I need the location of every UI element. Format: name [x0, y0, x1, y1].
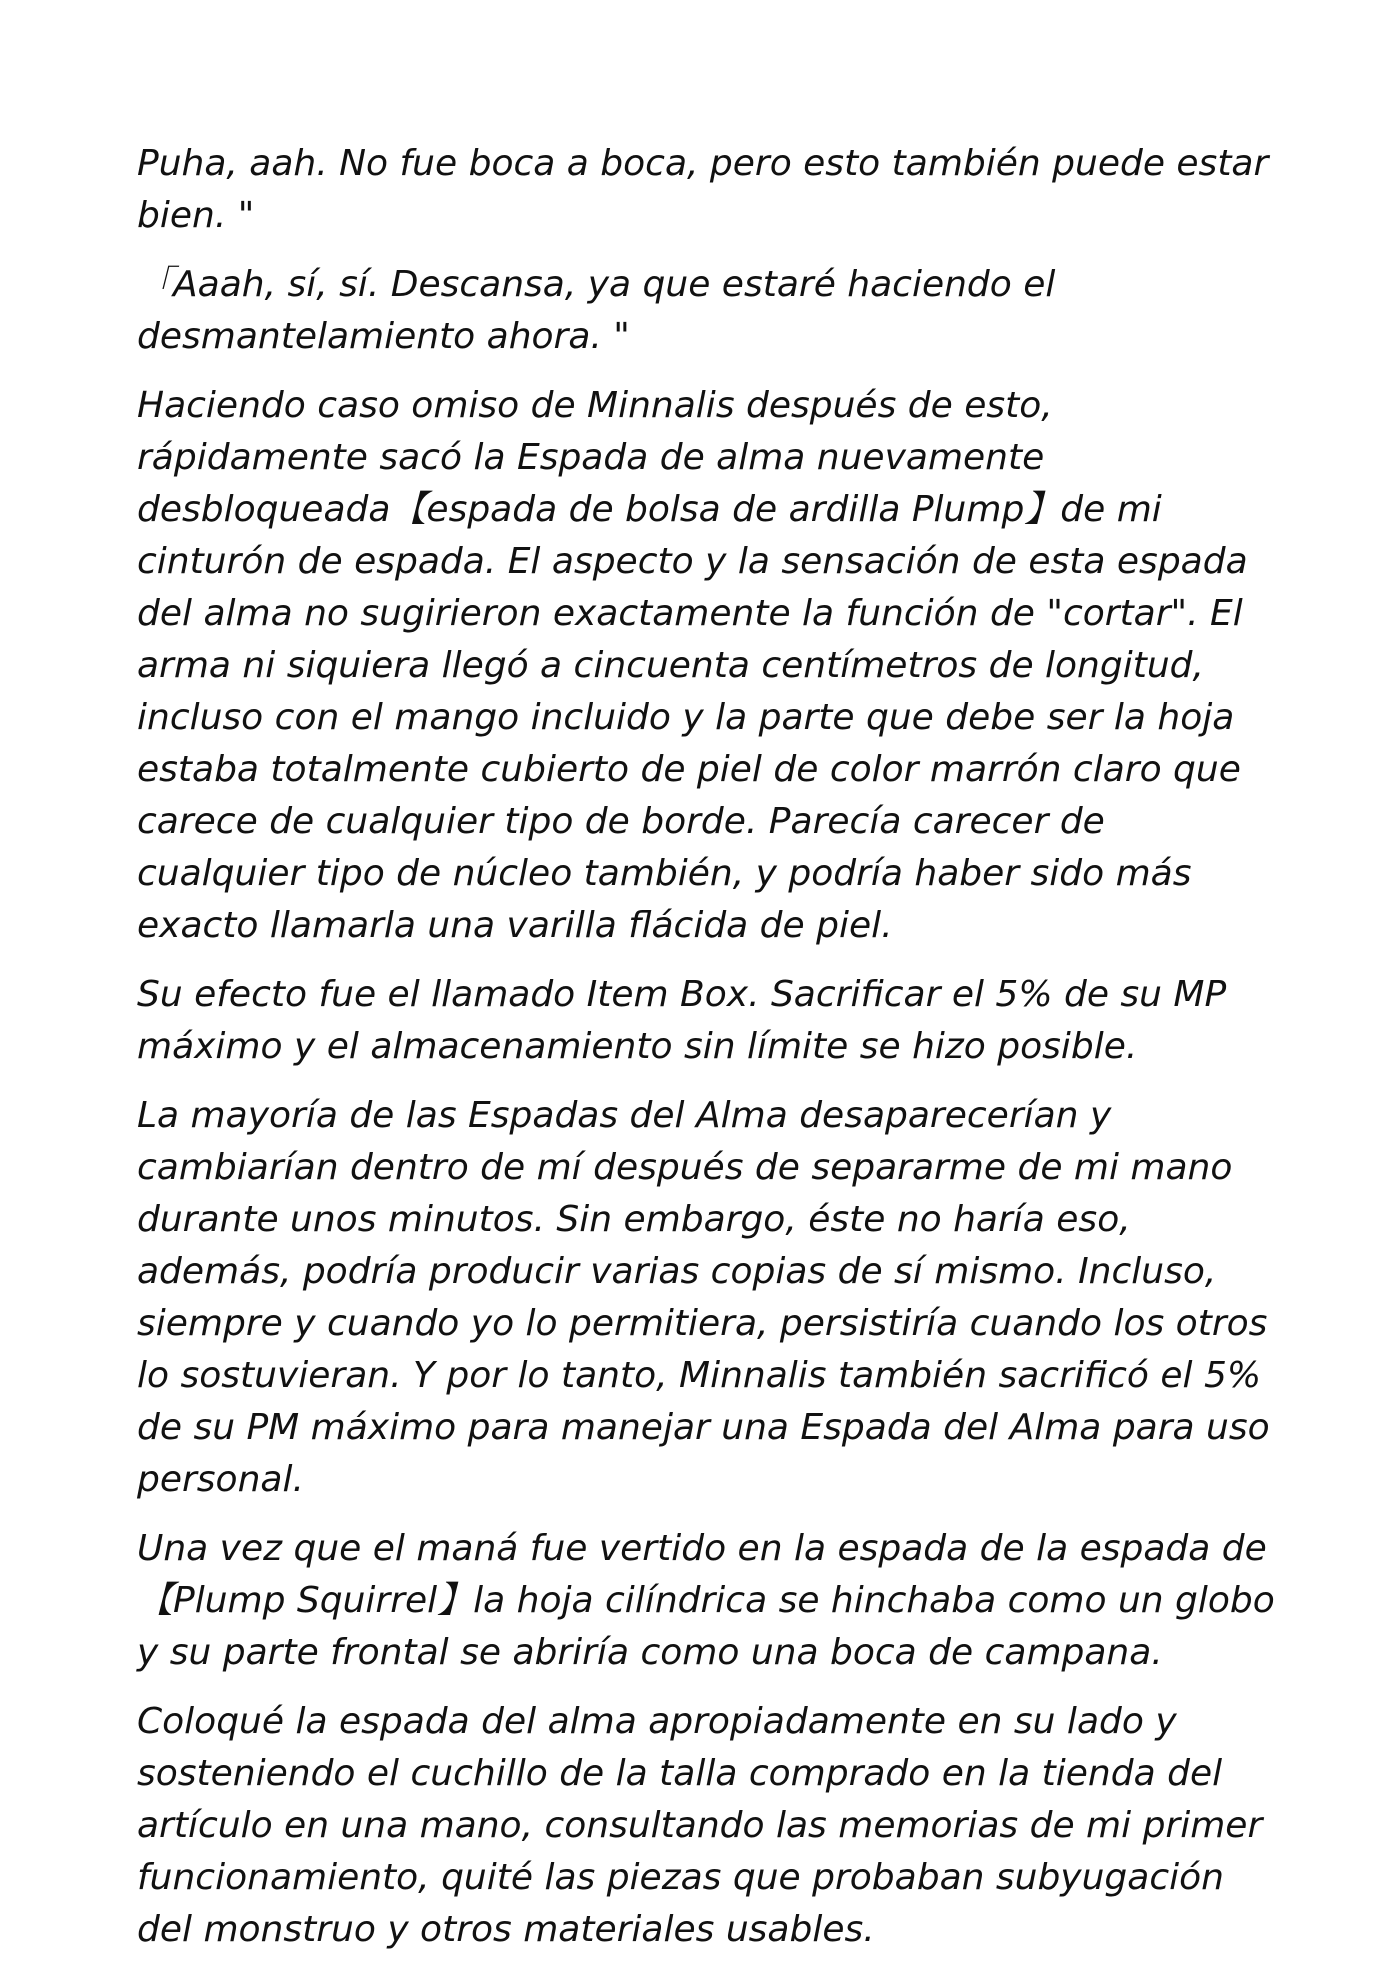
paragraph-3: Haciendo caso omiso de Minnalis después de esto, rápidamente sacó la Espada de alma nuevamente desbloqueada【espada de bolsa de ardilla Plump】de mi cinturón de espada. El aspecto y la sensación de esta espada del alma no sugirieron exactamente la función de "cortar". El arma ni siquiera llegó a cincuenta centímetros de longitud, incluso con el mango incluido y la parte que debe ser la hoja estaba totalmente cubierto de piel de color marrón claro que carece de cualquier tipo de borde. Parecía carecer de cualquier tipo de núcleo también, y podría haber sido más exacto llamarla una varilla flácida de piel. [137, 385, 1248, 946]
paragraph-2: 「Aaah, sí, sí. Descansa, ya que estaré haciendo el desmantelamiento ahora. " [137, 264, 1056, 357]
paragraph-1: Puha, aah. No fue boca a boca, pero esto también puede estar bien. " [137, 143, 1269, 236]
paragraph-4: Su efecto fue el llamado Item Box. Sacrificar el 5% de su MP máximo y el almacenamiento sin límite se hizo posible. [137, 974, 1227, 1067]
paragraph-6: Una vez que el maná fue vertido en la espada de la espada de【Plump Squirrel】la hoja cilíndrica se hinchaba como un globo y su parte frontal se abriría como una boca de campana. [137, 1528, 1275, 1673]
paragraph-7: Coloqué la espada del alma apropiadamente en su lado y sosteniendo el cuchillo de la talla comprado en la tienda del artículo en una mano, consultando las memorias de mi primer funcionamiento, quité las piezas que probaban subyugación del monstruo y otros materiales usables. [137, 1701, 1263, 1950]
document-page [137, 138, 1277, 1973]
paragraph-5: La mayoría de las Espadas del Alma desaparecerían y cambiarían dentro de mí después de separarme de mi mano durante unos minutos. Sin embargo, éste no haría eso, además, podría producir varias copias de sí mismo. Incluso, siempre y cuando yo lo permitiera, persistiría cuando los otros lo sostuvieran. Y por lo tanto, Minnalis también sacrificó el 5% de su PM máximo para manejar una Espada del Alma para uso personal. [137, 1095, 1270, 1500]
